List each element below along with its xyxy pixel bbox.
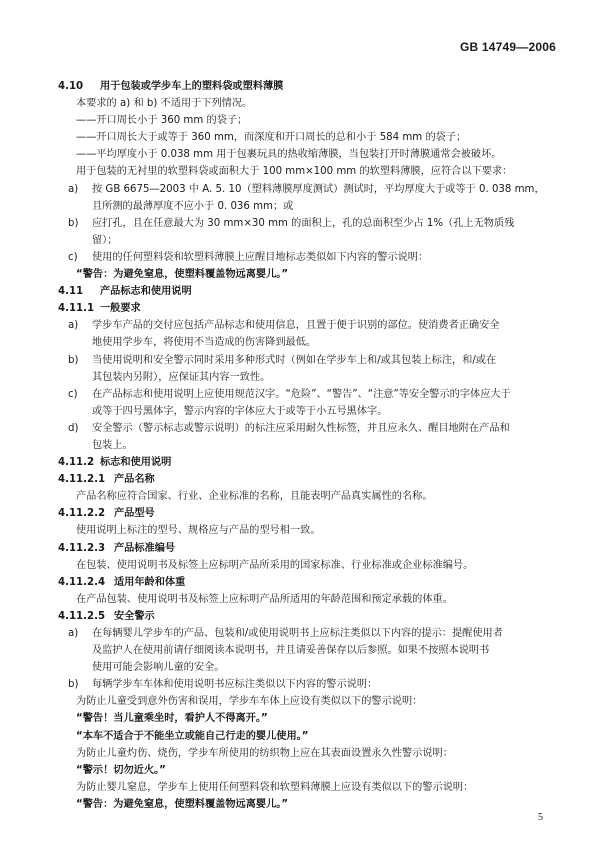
warning-text: “本车不适合于不能坐立或能自己行走的婴儿使用。” [76, 730, 309, 742]
section-heading: 4.10 用于包装或学步车上的塑料袋或塑料薄膜 [58, 81, 284, 92]
paragraph: 在包装、使用说明书及标签上应标明产品所采用的国家标准、行业标准或企业标准编号。 [76, 559, 474, 571]
subsubsection-heading: 4.11.2.2 产品型号 [58, 508, 155, 520]
list-item-cont: 留）； [92, 234, 118, 246]
paragraph: 为防止儿童灼伤、烧伤，学步车所使用的纺织物上应在其表面设置永久性警示说明： [76, 747, 453, 759]
list-item: b) 当使用说明和安全警示同时采用多种形式时（例如在学步车上和/或其包装上标注，和/或在 [68, 354, 497, 366]
paragraph: 本要求的 a) 和 b) 不适用于下列情况。 [76, 98, 253, 110]
subsection-heading: 4.11.2 标志和使用说明 [58, 457, 172, 469]
exception-item: ——开口周长大于或等于 360 mm，而深度和开口周长的总和小于 584 mm 的袋子； [76, 132, 467, 144]
standard-code: GB 14749—2006 [460, 40, 556, 54]
paragraph: 为防止婴儿窒息，学步车上使用任何塑料袋和软塑料薄膜上应设有类似以下的警示说明： [76, 781, 474, 793]
document-body [58, 78, 558, 813]
list-item-cont: 及监护人在使用前请仔细阅读本说明书，并且请妥善保存以后参照。如果不按照本说明书 [92, 645, 490, 657]
page-number: 5 [538, 812, 543, 823]
list-item: a) 按 GB 6675—2003 中 A. 5. 10（塑料薄膜厚度测试）测试时，平均厚度大于或等于 0. 038 mm， [68, 183, 545, 195]
exception-item: ——开口周长小于 360 mm 的袋子； [76, 115, 248, 127]
warning-text: “警告：为避免窒息，使塑料覆盖物远离婴儿。” [76, 798, 289, 810]
paragraph: 产品名称应符合国家、行业、企业标准的名称，且能表明产品真实属性的名称。 [76, 491, 433, 503]
warning-text: “警告！当儿童乘坐时，看护人不得离开。” [76, 713, 268, 725]
list-item-cont: 地使用学步车，将使用不当造成的伤害降到最低。 [92, 337, 317, 349]
list-item-cont: 且所测的最薄厚度不应小于 0. 036 mm；或 [92, 200, 294, 212]
paragraph: 为防止儿童受到意外伤害和误用，学步车车体上应设有类似以下的警示说明： [76, 696, 423, 708]
subsubsection-heading: 4.11.2.1 产品名称 [58, 474, 155, 486]
exception-item: ——平均厚度小于 0.038 mm 用于包裹玩具的热收缩薄膜，当包装打开时薄膜通常会被破坏。 [76, 149, 502, 161]
list-item-cont: 使用可能会影响儿童的安全。 [92, 662, 225, 674]
list-item: c) 使用的任何塑料袋和软塑料薄膜上应醒目地标志类似如下内容的警示说明： [68, 251, 429, 263]
subsubsection-heading: 4.11.2.3 产品标准编号 [58, 542, 176, 554]
list-item-cont: 其包装内另附），应保证其内容一致性。 [92, 371, 271, 383]
paragraph: 用于包装的无衬里的软塑料袋或面积大于 100 mm×100 mm 的软塑料薄膜，应符合以下要求： [76, 166, 513, 178]
list-item: d) 安全警示（警示标志或警示说明）的标注应采用耐久性标签，并且应永久、醒目地附在产品和 [68, 422, 510, 434]
list-item: b) 应打孔，且在任意最大为 30 mm×30 mm 的面积上，孔的总面积至少占 1%（孔上无物质残 [68, 217, 515, 229]
warning-text: “警告：为避免窒息，使塑料覆盖物远离婴儿。” [76, 269, 289, 281]
paragraph: 使用说明上标注的型号、规格应与产品的型号相一致。 [76, 525, 321, 537]
subsection-heading: 4.11.1 一般要求 [58, 303, 141, 315]
section-heading: 4.11 产品标志和使用说明 [58, 286, 192, 298]
list-item: a) 在每辆婴儿学步车的产品、包装和/或使用说明书上应标注类似以下内容的提示：提醒使用者 [68, 628, 503, 639]
subsubsection-heading: 4.11.2.4 适用年龄和体重 [58, 576, 186, 588]
list-item: b) 每辆学步车车体和使用说明书应标注类似以下内容的警示说明： [68, 679, 378, 691]
paragraph: 在产品包装、使用说明书及标签上应标明产品所适用的年龄范围和预定承载的体重。 [76, 593, 453, 605]
list-item: c) 在产品标志和使用说明上应使用规范汉字。“危险”、“警告”、“注意”等安全警示的字体应大于 [68, 388, 511, 400]
warning-text: “警示！切勿近火。” [76, 764, 166, 776]
list-item: a) 学步车产品的交付应包括产品标志和使用信息，且置于便于识别的部位。使消费者正确安全 [68, 320, 500, 332]
subsubsection-heading: 4.11.2.5 安全警示 [58, 610, 155, 622]
list-item-cont: 或等于四号黑体字，警示内容的字体应大于或等于小五号黑体字。 [92, 405, 388, 417]
list-item-cont: 包装上。 [92, 439, 133, 451]
